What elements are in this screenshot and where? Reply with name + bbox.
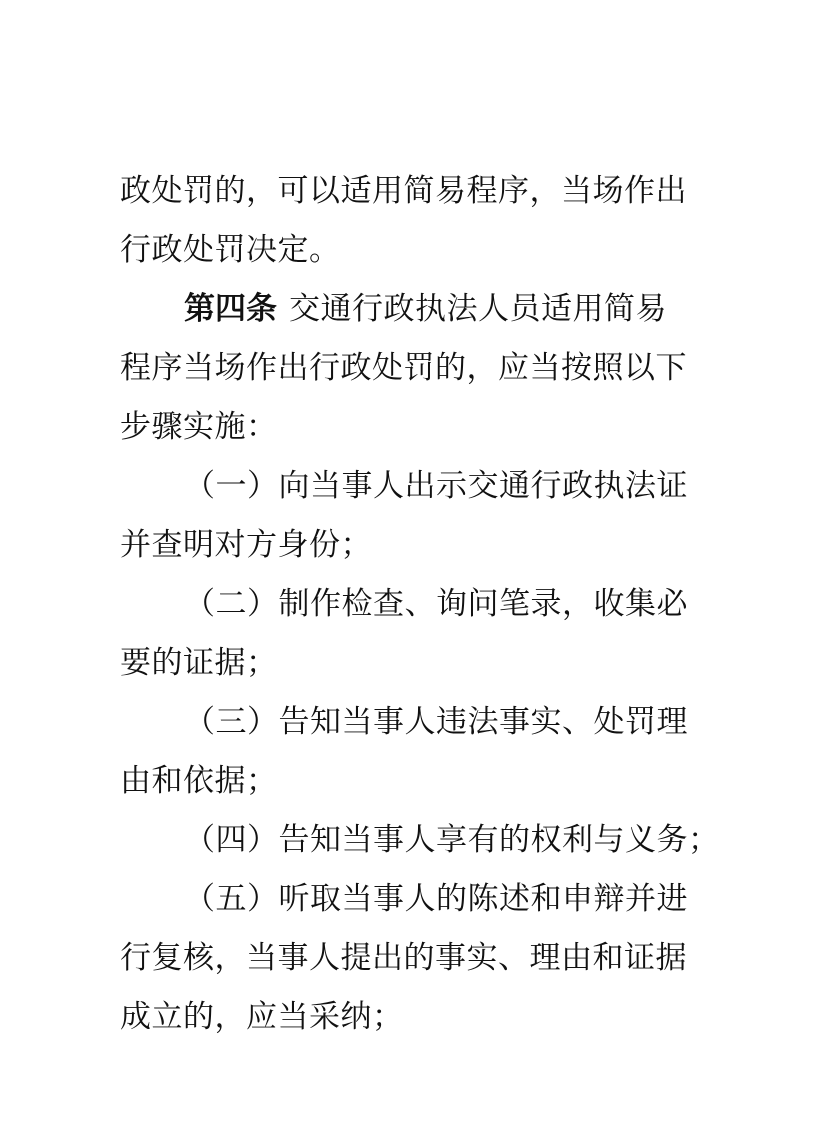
article-4-line-2: 程序当场作出行政处罚的，应当按照以下 [120,350,687,386]
item-2-line-1: （二）制作检查、询问笔录，收集必 [184,586,688,622]
document-body [120,162,720,1047]
article-4-text: 交通行政执法人员适用简易 [289,291,667,327]
continuation-line-2: 行政处罚决定。 [120,232,341,268]
item-5-line-3: 成立的，应当采纳； [120,999,404,1035]
continuation-line-1: 政处罚的，可以适用简易程序，当场作出 [120,173,687,209]
article-4-first-line [120,280,720,339]
item-3-line-1: （三）告知当事人违法事实、处罚理 [184,704,688,740]
item-1-line-2: 并查明对方身份； [120,527,372,563]
item-5-line-2: 行复核，当事人提出的事实、理由和证据 [120,940,687,976]
item-4-line-1: （四）告知当事人享有的权利与义务； [184,822,720,858]
item-5-line-1: （五）听取当事人的陈述和申辩并进 [184,881,688,917]
item-3-line-2: 由和依据； [120,763,278,799]
item-1-line-1: （一）向当事人出示交通行政执法证 [184,468,688,504]
item-2-line-2: 要的证据； [120,645,278,681]
article-4-heading: 第四条 [184,291,277,327]
article-4-line-3: 步骤实施： [120,409,278,445]
